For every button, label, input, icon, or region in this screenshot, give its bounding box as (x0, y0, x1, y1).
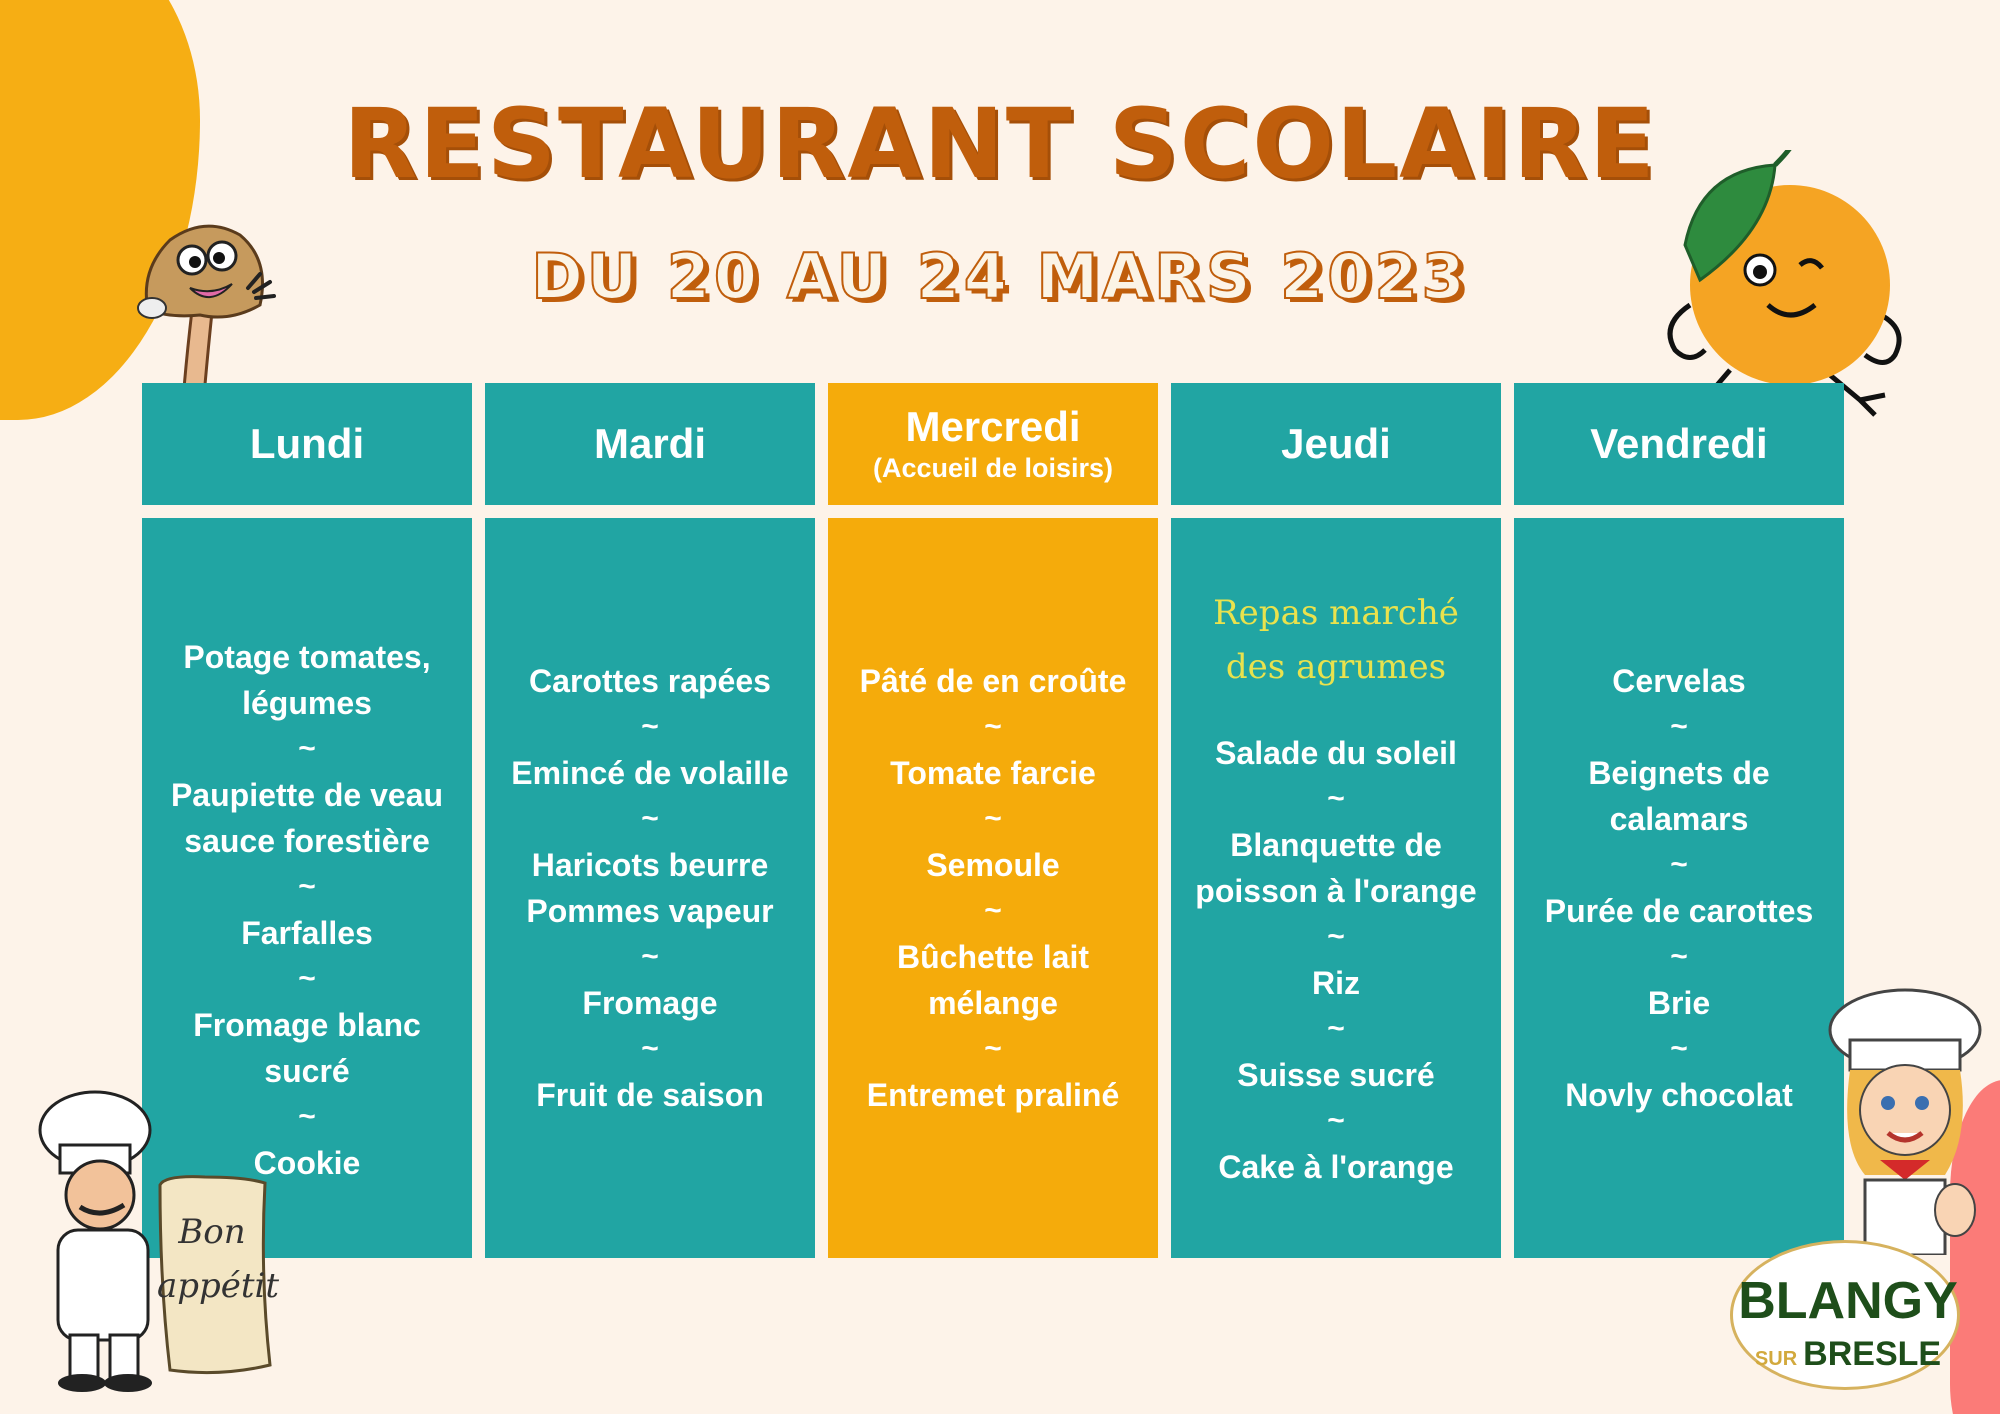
separator: ~ (1327, 1012, 1345, 1045)
day-header-jeudi (1171, 383, 1501, 505)
separator: ~ (984, 894, 1002, 927)
logo-text-bottom (1733, 1335, 1963, 1374)
day-header-vendredi (1514, 383, 1844, 505)
day-menu-mardi (485, 518, 815, 1258)
separator: ~ (1327, 1104, 1345, 1137)
day-header-lundi (142, 383, 472, 505)
menu-item: Cake à l'orange (1218, 1149, 1454, 1185)
chef-girl-thumbs-up-icon (1810, 985, 2000, 1255)
menu-item: Cookie (253, 1145, 361, 1181)
page-subtitle: DU 20 AU 24 MARS 2023 (531, 240, 1469, 313)
separator: ~ (1670, 848, 1688, 881)
special-meal-label: Repas marché des agrumes (1213, 593, 1459, 687)
menu-item: Fromage blanc sucré (193, 1007, 421, 1089)
day-note: (Accueil de loisirs) (872, 453, 1114, 483)
menu-item: Tomate farcie (890, 755, 1096, 791)
menu-item: Novly chocolat (1565, 1077, 1793, 1113)
menu-item: Blanquette de poisson à l'orange (1195, 827, 1477, 909)
menu-item: Bûchette lait mélange (896, 939, 1090, 1021)
separator: ~ (1670, 940, 1688, 973)
day-name: Mardi (593, 420, 706, 467)
day-name: Lundi (249, 420, 365, 467)
day-header-mardi (485, 383, 815, 505)
menu-item: Fromage (582, 985, 718, 1021)
menu-item: Emincé de volaille (511, 755, 789, 791)
orange-character-icon (1660, 150, 1930, 420)
menu-item: Fruit de saison (536, 1077, 764, 1113)
separator: ~ (641, 710, 659, 743)
menu-item: Paupiette de veau sauce forestière (170, 777, 444, 859)
page-title: RESTAURANT SCOLAIRE (343, 88, 1657, 200)
day-menu-jeudi (1171, 518, 1501, 1258)
menu-item: Farfalles (241, 915, 373, 951)
logo-text-sur: SUR (1754, 1348, 1798, 1370)
separator: ~ (984, 1032, 1002, 1065)
separator: ~ (641, 940, 659, 973)
scroll-text-line-2: appétit (156, 1266, 280, 1306)
separator: ~ (298, 1100, 316, 1133)
day-header-mercredi (828, 383, 1158, 505)
day-menu-vendredi (1514, 518, 1844, 1258)
menu-item: Brie (1647, 985, 1711, 1021)
separator: ~ (1670, 1032, 1688, 1065)
logo-text-bresle: BRESLE (1803, 1335, 1942, 1373)
separator: ~ (1327, 920, 1345, 953)
menu-grid (142, 383, 1844, 1258)
day-menu-mercredi (828, 518, 1158, 1258)
separator: ~ (1670, 710, 1688, 743)
separator: ~ (984, 710, 1002, 743)
day-name: Mercredi (905, 403, 1081, 450)
day-name: Vendredi (1590, 420, 1768, 467)
separator: ~ (641, 1032, 659, 1065)
menu-item: Suisse sucré (1237, 1057, 1435, 1093)
menu-item: Cervelas (1612, 663, 1746, 699)
menu-item: Semoule (926, 847, 1060, 883)
menu-item: Potage tomates, légumes (183, 639, 431, 721)
menu-item: Carottes rapées (529, 663, 771, 699)
day-name: Jeudi (1281, 420, 1391, 467)
scroll-text-line-1: Bon (178, 1212, 246, 1252)
separator: ~ (1327, 782, 1345, 815)
logo-text-top: BLANGY (1738, 1272, 1958, 1330)
separator: ~ (298, 962, 316, 995)
separator: ~ (641, 802, 659, 835)
separator: ~ (984, 802, 1002, 835)
chef-bon-appetit-icon (20, 1085, 320, 1395)
blangy-sur-bresle-logo (1730, 1240, 1960, 1390)
menu-item: Salade du soleil (1215, 735, 1457, 771)
menu-item: Entremet praliné (866, 1077, 1120, 1113)
menu-item: Purée de carottes (1544, 893, 1814, 929)
menu-item: Pâté de en croûte (859, 663, 1127, 699)
separator: ~ (298, 732, 316, 765)
menu-item: Riz (1312, 965, 1360, 1001)
menu-item: Beignets de calamars (1588, 755, 1770, 837)
separator: ~ (298, 870, 316, 903)
menu-item: Haricots beurre Pommes vapeur (526, 847, 774, 929)
